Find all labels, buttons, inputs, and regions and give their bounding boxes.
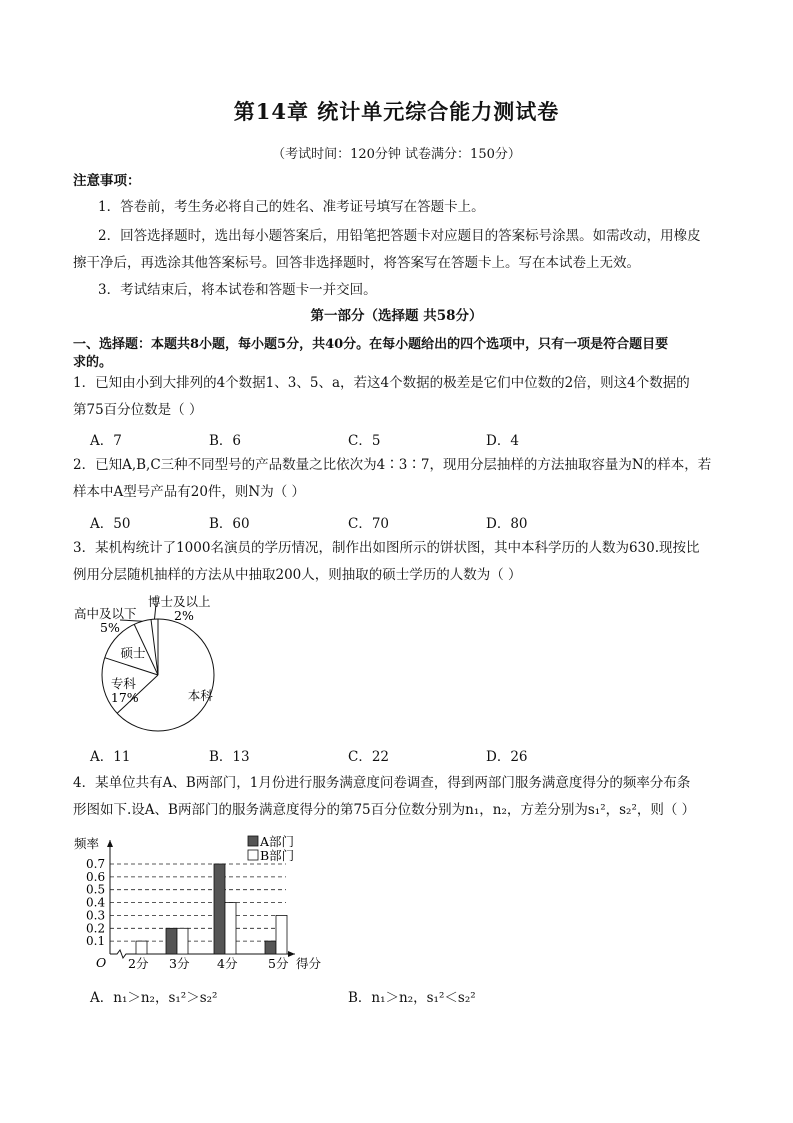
notice-item: 1．答卷前，考生务必将自己的姓名、准考证号填写在答题卡上。 — [98, 199, 485, 215]
y-axis-title: 频率 — [74, 836, 100, 851]
x-tick-label: 5分 — [268, 956, 289, 971]
bar-a-3 — [265, 941, 276, 954]
bar-b-3 — [276, 915, 287, 954]
bar-b-1 — [177, 928, 188, 954]
pie-label-shuoshi: 硕士 — [120, 645, 146, 661]
pie-label-gaozhong: 高中及以下 — [74, 606, 137, 621]
y-tick-label: 0.2 — [86, 921, 106, 936]
x-axis-title: 得分 — [296, 956, 322, 971]
notice-item: 擦干净后，再选涂其他答案标号。回答非选择题时，将答案写在答题卡上。写在本试卷上无效。 — [73, 255, 640, 271]
y-tick-label: 0.6 — [86, 869, 106, 884]
question-1-stem: 1．已知由小到大排列的4个数据1、3、5、a，若这4个数据的极差是它们中位数的2倍，则这4个数据的 — [73, 375, 690, 391]
question-2-stem: 样本中A型号产品有20件，则N为（ ） — [73, 484, 306, 500]
page-title: 第14章 统计单元综合能力测试卷 — [233, 99, 560, 124]
q4-option-a[interactable]: A．n₁＞n₂，s₁²＞s₂² — [90, 990, 218, 1006]
question-4-stem: 形图如下.设A、B两部门的服务满意度得分的第75百分位数分别为n₁，n₂，方差分别为s₁²，s₂²，则（ ） — [73, 802, 696, 818]
question-2-stem: 2．已知A,B,C三种不同型号的产品数量之比依次为4∶3∶7，现用分层抽样的方法抽取容量为N的样本，若 — [73, 457, 712, 473]
notice-item: 3．考试结束后，将本试卷和答题卡一并交回。 — [98, 282, 377, 298]
x-axis-arrow — [288, 951, 295, 957]
y-tick-label: 0.5 — [86, 882, 106, 897]
q2-option-c[interactable]: C．70 — [348, 516, 390, 532]
x-tick-label: 3分 — [169, 956, 190, 971]
q3-option-c[interactable]: C．22 — [348, 749, 390, 765]
notice-heading: 注意事项： — [73, 173, 141, 189]
y-tick-label: 0.1 — [86, 934, 106, 949]
exam-info: （考试时间：120分钟 试卷满分：150分） — [272, 147, 521, 162]
notice-item: 2．回答选择题时，选出每小题答案后，用铅笔把答题卡对应题目的答案标号涂黑。如需改动，用橡皮 — [98, 228, 701, 244]
q3-option-d[interactable]: D．26 — [486, 749, 528, 765]
legend-swatch-b — [248, 850, 258, 860]
y-tick-label: 0.3 — [86, 908, 106, 923]
section-title: 第一部分（选择题 共58分） — [310, 308, 483, 324]
question-4-stem: 4．某单位共有A、B两部门，1月份进行服务满意度问卷调查，得到两部门服务满意度得分的频率分布条 — [73, 775, 691, 791]
q3-option-a[interactable]: A．11 — [90, 749, 131, 765]
pie-label-zhuanke: 专科 — [110, 675, 136, 691]
q2-option-d[interactable]: D．80 — [486, 516, 528, 532]
question-3-stem: 3．某机构统计了1000名演员的学历情况，制作出如图所示的饼状图，其中本科学历的人数为630.现按比 — [73, 540, 700, 556]
question-1-stem: 第75百分位数是（ ） — [73, 402, 203, 418]
pie-percent-gaozhong: 5% — [100, 620, 120, 635]
section-instruction: 求的。 — [73, 355, 113, 370]
q1-option-d[interactable]: D．4 — [486, 433, 519, 449]
q1-option-a[interactable]: A．7 — [90, 433, 122, 449]
legend-swatch-a — [248, 836, 258, 846]
pie-label-benke: 本科 — [187, 688, 213, 704]
origin-label: O — [96, 955, 107, 970]
pie-percent-zhuanke: 17% — [110, 689, 139, 705]
bar-a-2 — [214, 864, 225, 954]
pie-percent-boshi: 2% — [174, 608, 194, 623]
x-tick-label: 4分 — [217, 956, 238, 971]
q1-option-c[interactable]: C．5 — [348, 433, 381, 449]
legend-label-a: A部门 — [260, 834, 295, 849]
y-tick-label: 0.7 — [86, 857, 106, 871]
section-instruction: 一、选择题：本题共8小题，每小题5分，共40分。在每小题给出的四个选项中，只有一项是符合题目要 — [73, 337, 669, 352]
y-axis-arrow — [107, 840, 113, 847]
bar-chart — [70, 826, 340, 976]
q2-option-b[interactable]: B．60 — [209, 516, 250, 532]
question-3-stem: 例用分层随机抽样的方法从中抽取200人，则抽取的硕士学历的人数为（ ） — [73, 567, 522, 583]
q1-option-b[interactable]: B．6 — [209, 433, 242, 449]
x-tick-label: 2分 — [128, 956, 149, 971]
legend-label-b: B部门 — [260, 848, 295, 863]
bar-b-2 — [225, 903, 236, 954]
bar-b-0 — [136, 941, 147, 954]
q2-option-a[interactable]: A．50 — [90, 516, 131, 532]
pie-chart — [70, 590, 240, 742]
bar-a-1 — [166, 928, 177, 954]
q3-option-b[interactable]: B．13 — [209, 749, 250, 765]
q4-option-b[interactable]: B．n₁＞n₂，s₁²＜s₂² — [348, 990, 476, 1006]
y-tick-label: 0.4 — [86, 895, 106, 910]
pie-label-boshi: 博士及以上 — [148, 594, 211, 609]
